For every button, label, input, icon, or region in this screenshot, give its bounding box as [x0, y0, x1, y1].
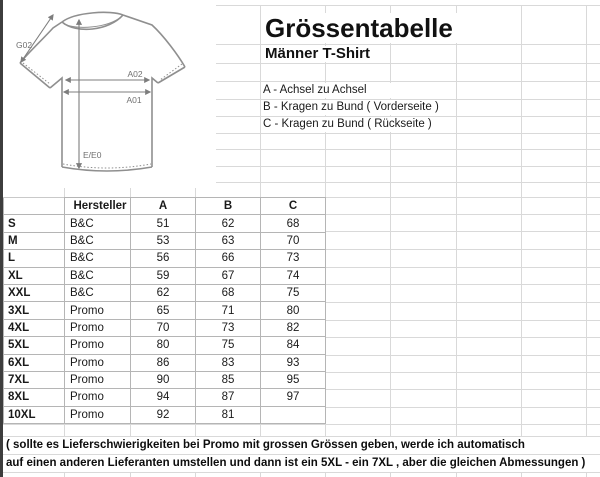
header-cell: B — [196, 198, 261, 215]
table-header-row — [4, 198, 326, 215]
table-cell: 67 — [196, 267, 261, 284]
table-cell: 73 — [261, 250, 326, 267]
tshirt-diagram — [3, 2, 216, 188]
table-cell: 86 — [131, 354, 196, 371]
table-cell: 95 — [261, 371, 326, 388]
table-row — [4, 215, 326, 232]
table-row — [4, 319, 326, 336]
table-cell: 81 — [196, 406, 261, 423]
page-subtitle: Männer T-Shirt — [262, 46, 378, 62]
size-table-body — [4, 198, 326, 424]
note-line-2: auf einen anderen Lieferanten umstellen und dann ist ein 5XL - ein 7XL , aber die gleichen Abmessungen ) — [3, 454, 600, 473]
table-cell: B&C — [65, 215, 131, 232]
table-cell: 63 — [196, 232, 261, 249]
table-cell: 68 — [196, 284, 261, 301]
table-cell: L — [4, 250, 65, 267]
chest-upper-label: A02 — [127, 69, 143, 79]
table-row — [4, 337, 326, 354]
table-cell: 68 — [261, 215, 326, 232]
table-cell: 56 — [131, 250, 196, 267]
table-cell: Promo — [65, 406, 131, 423]
table-cell: Promo — [65, 354, 131, 371]
legend — [262, 83, 447, 134]
table-cell: 59 — [131, 267, 196, 284]
note-line-1: ( sollte es Lieferschwierigkeiten bei Promo mit grossen Grössen geben, werde ich automatisch — [3, 436, 600, 454]
table-cell: 3XL — [4, 302, 65, 319]
table-cell: Promo — [65, 319, 131, 336]
table-cell: 80 — [261, 302, 326, 319]
table-cell: 8XL — [4, 389, 65, 406]
v-gridline — [390, 5, 391, 436]
legend-line-1: A - Achsel zu Achsel — [262, 83, 447, 98]
table-row — [4, 389, 326, 406]
table-cell: 90 — [131, 371, 196, 388]
table-row — [4, 267, 326, 284]
table-cell: 66 — [196, 250, 261, 267]
h-gridline — [3, 424, 600, 425]
table-row — [4, 250, 326, 267]
table-cell: 71 — [196, 302, 261, 319]
table-cell: 70 — [131, 319, 196, 336]
table-cell: S — [4, 215, 65, 232]
sleeve-arrow — [21, 15, 53, 62]
table-cell: Promo — [65, 302, 131, 319]
table-cell: 92 — [131, 406, 196, 423]
chest-lower-label: A01 — [126, 95, 142, 105]
table-cell: 75 — [261, 284, 326, 301]
table-cell: 10XL — [4, 406, 65, 423]
table-cell: 80 — [131, 337, 196, 354]
table-row — [4, 284, 326, 301]
table-cell: Promo — [65, 337, 131, 354]
header-cell: C — [261, 198, 326, 215]
table-cell: 85 — [196, 371, 261, 388]
table-cell: 94 — [131, 389, 196, 406]
table-cell: 62 — [196, 215, 261, 232]
table-cell: 6XL — [4, 354, 65, 371]
length-label: E/E0 — [83, 150, 102, 160]
table-cell: Promo — [65, 371, 131, 388]
table-row — [4, 232, 326, 249]
table-cell: 7XL — [4, 371, 65, 388]
table-cell — [261, 406, 326, 423]
table-row — [4, 406, 326, 423]
table-cell: B&C — [65, 284, 131, 301]
table-row — [4, 354, 326, 371]
table-cell: XXL — [4, 284, 65, 301]
table-cell: 84 — [261, 337, 326, 354]
table-cell: 75 — [196, 337, 261, 354]
v-gridline — [456, 5, 457, 436]
table-cell: B&C — [65, 267, 131, 284]
table-cell: 65 — [131, 302, 196, 319]
table-cell: XL — [4, 267, 65, 284]
table-cell: 4XL — [4, 319, 65, 336]
table-row — [4, 302, 326, 319]
legend-line-2: B - Kragen zu Bund ( Vorderseite ) — [262, 100, 447, 115]
table-cell: 82 — [261, 319, 326, 336]
table-cell: 74 — [261, 267, 326, 284]
table-cell: 51 — [131, 215, 196, 232]
legend-line-3: C - Kragen zu Bund ( Rückseite ) — [262, 117, 447, 132]
size-table — [3, 197, 326, 424]
table-cell: 73 — [196, 319, 261, 336]
v-gridline — [521, 5, 522, 436]
measurement-arrows — [21, 15, 150, 168]
window-left-edge — [0, 0, 3, 477]
table-cell: 5XL — [4, 337, 65, 354]
header-cell: Hersteller — [65, 198, 131, 215]
table-cell: B&C — [65, 232, 131, 249]
table-cell: 93 — [261, 354, 326, 371]
table-cell: 70 — [261, 232, 326, 249]
table-cell: 53 — [131, 232, 196, 249]
table-cell: 97 — [261, 389, 326, 406]
table-cell: 62 — [131, 284, 196, 301]
table-cell: 83 — [196, 354, 261, 371]
table-cell: M — [4, 232, 65, 249]
header-cell — [4, 198, 65, 215]
v-gridline — [586, 5, 587, 436]
table-cell: B&C — [65, 250, 131, 267]
table-cell: Promo — [65, 389, 131, 406]
table-cell: 87 — [196, 389, 261, 406]
table-row — [4, 371, 326, 388]
page-title: Grössentabelle — [262, 13, 463, 43]
header-cell: A — [131, 198, 196, 215]
sleeve-label: G02 — [16, 40, 33, 50]
